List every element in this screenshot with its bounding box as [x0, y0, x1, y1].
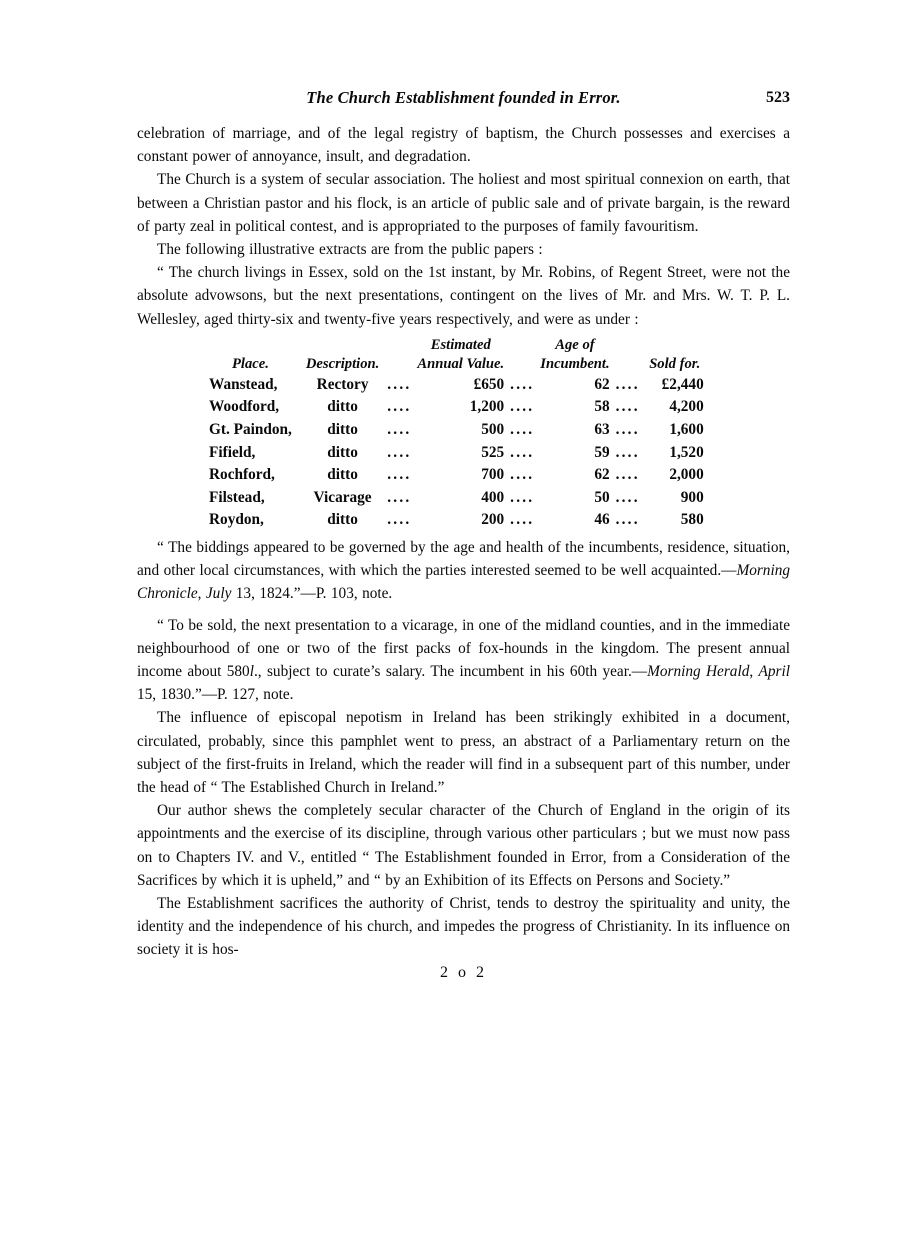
cell-description: ditto — [327, 421, 358, 439]
cell-annual-value: 200 — [481, 511, 505, 529]
dot-leader: .... — [387, 443, 412, 461]
cell-place: Roydon, — [209, 511, 264, 529]
page-number: 523 — [766, 89, 790, 106]
cell-age: 50 — [594, 488, 610, 506]
running-title: The Church Establishment founded in Error. — [306, 88, 621, 107]
cell-age: 46 — [594, 511, 610, 529]
column-header-leader-spacer-3 — [610, 336, 646, 374]
cell-age: 63 — [594, 421, 610, 439]
cell-annual-value: 400 — [481, 488, 505, 506]
dot-leader: .... — [387, 488, 412, 506]
cell-annual-value: 500 — [481, 421, 505, 439]
column-header-leader-spacer-2 — [504, 336, 540, 374]
cell-description: ditto — [327, 466, 358, 484]
quote-biddings-citation: 13, 1824.”—P. 103, note. — [231, 585, 393, 603]
cell-place: Fifield, — [209, 443, 256, 461]
cell-sold-for: 900 — [680, 488, 704, 506]
cell-age: 59 — [594, 443, 610, 461]
cell-place: Wanstead, — [209, 375, 278, 393]
cell-age: 62 — [594, 375, 610, 393]
quote-vicarage-text-2: ., subject to curate’s salary. The incumbent in his 60th year.— — [253, 663, 648, 680]
cell-age: 62 — [594, 466, 610, 484]
cell-sold-for: 1,600 — [669, 421, 704, 439]
column-header-description: Description. — [305, 355, 380, 372]
cell-place: Woodford, — [209, 398, 280, 416]
cell-description: ditto — [327, 398, 358, 416]
paragraph-continuation: celebration of marriage, and of the legal registry of baptism, the Church possesses and exercises a constant power of annoyance, insult, and degradation. — [137, 125, 790, 166]
quote-biddings — [137, 536, 790, 606]
dot-leader: .... — [615, 511, 640, 529]
dot-leader: .... — [615, 421, 640, 439]
cell-place: Gt. Paindon, — [209, 421, 292, 439]
paragraph-author-shews: Our author shews the completely secular character of the Church of England in the origin of its appointments and the exercise of its discipline, through various other particulars ; but we must now pass on to Chapters IV. and V., entitled “ The Establishment founded in Error, from a Consideration of the Sacrifices by which it is upheld,” and “ by an Exhibition of its Effects on Persons and Society.” — [137, 802, 790, 889]
church-livings-table — [209, 336, 704, 532]
paragraph-establishment-sacrifices: The Establishment sacrifices the authority of Christ, tends to destroy the spirituality and unity, the identity and the independence of his church, and impedes the progress of Christianity. In its influence on society it is hos- — [137, 895, 790, 959]
table-row — [209, 442, 704, 465]
cell-place: Filstead, — [209, 488, 265, 506]
table-row — [209, 419, 704, 442]
quote-essex-livings: “ The church livings in Essex, sold on the 1st instant, by Mr. Robins, of Regent Street, were not the absolute advowsons, but the next presentations, contingent on the lives of Mr. and Mrs. W. T. P. L. Wellesley, aged thirty-six and twenty-five years respectively, and were as under : — [137, 264, 790, 328]
column-header-place: Place. — [232, 355, 269, 372]
cell-sold-for: £2,440 — [661, 375, 704, 393]
cell-description: Rectory — [316, 375, 369, 393]
dot-leader: .... — [510, 421, 535, 439]
dot-leader: .... — [510, 488, 535, 506]
table-row — [209, 396, 704, 419]
quote-vicarage-comma: , — [749, 663, 759, 680]
cell-age: 58 — [594, 398, 610, 416]
dot-leader: .... — [510, 443, 535, 461]
cell-sold-for: 580 — [680, 511, 704, 529]
column-header-age-top: Age of — [555, 336, 595, 353]
dot-leader: .... — [387, 398, 412, 416]
column-header-annual-value — [417, 336, 504, 374]
cell-description: Vicarage — [313, 488, 372, 506]
cell-description: ditto — [327, 443, 358, 461]
quote-biddings-comma: , — [197, 585, 206, 603]
table-row — [209, 509, 704, 532]
dot-leader: .... — [615, 466, 640, 484]
cell-annual-value: 700 — [481, 466, 505, 484]
column-header-age-bottom: Incumbent. — [540, 355, 610, 372]
column-header-sold-for: Sold for. — [649, 355, 701, 372]
dot-leader: .... — [615, 488, 640, 506]
page-content — [137, 0, 790, 982]
libra-abbreviation: l — [249, 663, 254, 680]
dot-leader: .... — [510, 375, 535, 393]
column-header-age-of-incumbent — [540, 336, 609, 374]
column-header-annual-value-bottom: Annual Value. — [417, 355, 505, 372]
dot-leader: .... — [387, 466, 412, 484]
dot-leader: .... — [510, 511, 535, 529]
table-row — [209, 464, 704, 487]
dot-leader: .... — [387, 511, 412, 529]
quote-vicarage-sale — [137, 614, 790, 707]
paragraph-secular-association: The Church is a system of secular association. The holiest and most spiritual connexion on earth, that between a Christian pastor and his flock, is an article of public sale and of private bargain, is the reward of party zeal in political contest, and is appropriated to the purposes of family favouritism. — [137, 171, 790, 235]
paragraph-irish-nepotism: The influence of episcopal nepotism in Ireland has been strikingly exhibited in a document, circulated, probably, since this pamphlet went to press, an abstract of a Parliamentary return on the subject of the first-fruits in Ireland, which the reader will find in a subsequent part of this number, under the head of “ The Established Church in Ireland.” — [137, 709, 790, 797]
column-header-leader-spacer — [381, 336, 417, 374]
dot-leader: .... — [387, 375, 412, 393]
dot-leader: .... — [615, 398, 640, 416]
quote-biddings-text: “ The biddings appeared to be governed by the age and health of the incumbents, residence, situation, and other local circumstances, with which the parties interested seemed to be well acquainted.— — [137, 538, 790, 580]
paragraph-extracts-intro: The following illustrative extracts are from the public papers : — [157, 241, 543, 259]
table-body — [209, 374, 704, 532]
source-month-july: July — [205, 585, 232, 603]
cell-place: Rochford, — [209, 466, 275, 484]
dot-leader: .... — [510, 398, 535, 416]
column-header-annual-value-top: Estimated — [430, 336, 491, 353]
table-row — [209, 487, 704, 510]
paragraph-spacer — [137, 606, 790, 614]
source-morning-chronicle: Morning Chronicle — [137, 562, 790, 603]
signature-mark: 2 o 2 — [440, 963, 487, 981]
table-row — [209, 374, 704, 397]
cell-description: ditto — [327, 511, 358, 529]
cell-annual-value: 525 — [481, 443, 505, 461]
dot-leader: .... — [615, 375, 640, 393]
cell-annual-value: 1,200 — [469, 398, 505, 416]
dot-leader: .... — [510, 466, 535, 484]
cell-sold-for: 4,200 — [669, 398, 704, 416]
dot-leader: .... — [387, 421, 412, 439]
dot-leader: .... — [615, 443, 640, 461]
source-morning-herald: Morning Herald — [647, 663, 750, 680]
running-head — [137, 88, 790, 122]
cell-sold-for: 1,520 — [669, 443, 704, 461]
cell-annual-value: £650 — [473, 375, 505, 393]
source-month-april: April — [758, 663, 790, 680]
quote-vicarage-text: “ To be sold, the next presentation to a vicarage, in one of the midland counties, and in the immediate neighbourhood of one or two of the first packs of fox-hounds in the kingdom. The present annual income about 580 — [137, 616, 790, 680]
quote-vicarage-citation: 15, 1830.”—P. 127, note. — [137, 686, 294, 704]
cell-sold-for: 2,000 — [669, 466, 704, 484]
table-header-row — [209, 336, 704, 374]
